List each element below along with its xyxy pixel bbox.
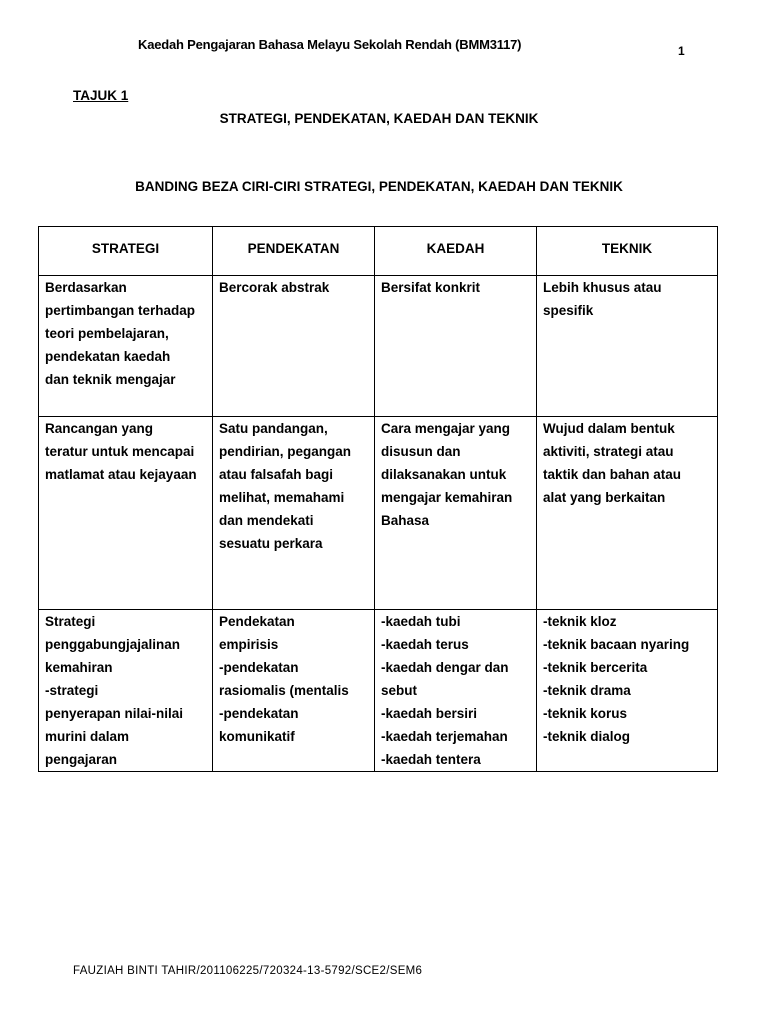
table-cell-teknik xyxy=(537,417,718,610)
table-cell-kaedah xyxy=(375,610,537,772)
table-row xyxy=(39,276,718,417)
cell-text-line: -kaedah tubi xyxy=(381,614,461,629)
cell-text-line: Bercorak abstrak xyxy=(219,280,330,295)
cell-text-line: taktik dan bahan atau xyxy=(543,467,682,482)
column-header-teknik: TEKNIK xyxy=(537,227,718,276)
cell-text-line: -kaedah terus xyxy=(381,637,469,652)
cell-text-line: Wujud dalam bentuk xyxy=(543,421,675,436)
table-cell-strategi xyxy=(39,417,213,610)
cell-text-line: penggabungjajalinan xyxy=(45,637,181,652)
cell-text-line: -strategi xyxy=(45,683,99,698)
column-header-kaedah: KAEDAH xyxy=(375,227,537,276)
page-title: STRATEGI, PENDEKATAN, KAEDAH DAN TEKNIK xyxy=(219,111,539,126)
cell-text-line: Cara mengajar yang xyxy=(381,421,511,436)
cell-text-line: -teknik kloz xyxy=(543,614,617,629)
cell-text-line: -pendekatan xyxy=(219,706,299,721)
cell-text-line: -kaedah bersiri xyxy=(381,706,478,721)
cell-text-line: disusun dan xyxy=(381,444,461,459)
cell-text-line: -teknik drama xyxy=(543,683,631,698)
table-cell-kaedah xyxy=(375,276,537,417)
table-cell-strategi xyxy=(39,610,213,772)
page-number: 1 xyxy=(678,44,685,58)
cell-text-line: rasiomalis (mentalis xyxy=(219,683,349,698)
cell-text-line: atau falsafah bagi xyxy=(219,467,334,482)
table-cell-strategi xyxy=(39,276,213,417)
cell-text-line: Berdasarkan xyxy=(45,280,127,295)
cell-text-line: -teknik bacaan nyaring xyxy=(543,637,690,652)
table-cell-kaedah xyxy=(375,417,537,610)
table-cell-pendekatan xyxy=(213,276,375,417)
cell-text-line: dilaksanakan untuk xyxy=(381,467,507,482)
table-cell-pendekatan xyxy=(213,610,375,772)
cell-text-line: Lebih khusus atau xyxy=(543,280,662,295)
cell-text-line: -pendekatan xyxy=(219,660,299,675)
cell-text-line: matlamat atau kejayaan xyxy=(45,467,197,482)
table-row xyxy=(39,610,718,772)
cell-text-line: -teknik dialog xyxy=(543,729,631,744)
cell-text-line: Strategi xyxy=(45,614,96,629)
cell-text-line: empirisis xyxy=(219,637,279,652)
cell-text-line: pengajaran xyxy=(45,752,118,767)
cell-text-line: Rancangan yang xyxy=(45,421,154,436)
cell-text-line: Pendekatan xyxy=(219,614,295,629)
cell-text-line: -kaedah dengar dan xyxy=(381,660,509,675)
cell-text-line: -kaedah tentera xyxy=(381,752,481,767)
document-footer: FAUZIAH BINTI TAHIR/201106225/720324-13-5792/SCE2/SEM6 xyxy=(73,965,423,977)
cell-text-line: mengajar kemahiran xyxy=(381,490,513,505)
cell-text-line: komunikatif xyxy=(219,729,295,744)
cell-text-line: kemahiran xyxy=(45,660,113,675)
cell-text-line: sebut xyxy=(381,683,418,698)
cell-text-line: teratur untuk mencapai xyxy=(45,444,195,459)
cell-text-line: dan mendekati xyxy=(219,513,314,528)
cell-text-line: pendekatan kaedah xyxy=(45,349,171,364)
table-cell-teknik xyxy=(537,610,718,772)
column-header-pendekatan: PENDEKATAN xyxy=(213,227,375,276)
cell-text-line: aktiviti, strategi atau xyxy=(543,444,674,459)
table-header-row xyxy=(39,227,718,276)
cell-text-line: pertimbangan terhadap xyxy=(45,303,196,318)
table-row xyxy=(39,417,718,610)
section-label: TAJUK 1 xyxy=(73,88,129,103)
cell-text-line: -kaedah terjemahan xyxy=(381,729,508,744)
document-header-title: Kaedah Pengajaran Bahasa Melayu Sekolah Rendah (BMM3117) xyxy=(138,37,522,52)
cell-text-line: sesuatu perkara xyxy=(219,536,323,551)
cell-text-line: murini dalam xyxy=(45,729,130,744)
table-cell-pendekatan xyxy=(213,417,375,610)
cell-text-line: Bersifat konkrit xyxy=(381,280,481,295)
table-title: BANDING BEZA CIRI-CIRI STRATEGI, PENDEKATAN, KAEDAH DAN TEKNIK xyxy=(135,179,623,194)
cell-text-line: melihat, memahami xyxy=(219,490,345,505)
column-header-strategi: STRATEGI xyxy=(39,227,213,276)
cell-text-line: penyerapan nilai-nilai xyxy=(45,706,184,721)
comparison-table xyxy=(38,226,718,772)
cell-text-line: -teknik bercerita xyxy=(543,660,648,675)
cell-text-line: spesifik xyxy=(543,303,594,318)
cell-text-line: dan teknik mengajar xyxy=(45,372,176,387)
cell-text-line: Satu pandangan, xyxy=(219,421,328,436)
cell-text-line: alat yang berkaitan xyxy=(543,490,666,505)
cell-text-line: teori pembelajaran, xyxy=(45,326,169,341)
cell-text-line: Bahasa xyxy=(381,513,430,528)
table-cell-teknik xyxy=(537,276,718,417)
cell-text-line: -teknik korus xyxy=(543,706,628,721)
cell-text-line: pendirian, pegangan xyxy=(219,444,352,459)
